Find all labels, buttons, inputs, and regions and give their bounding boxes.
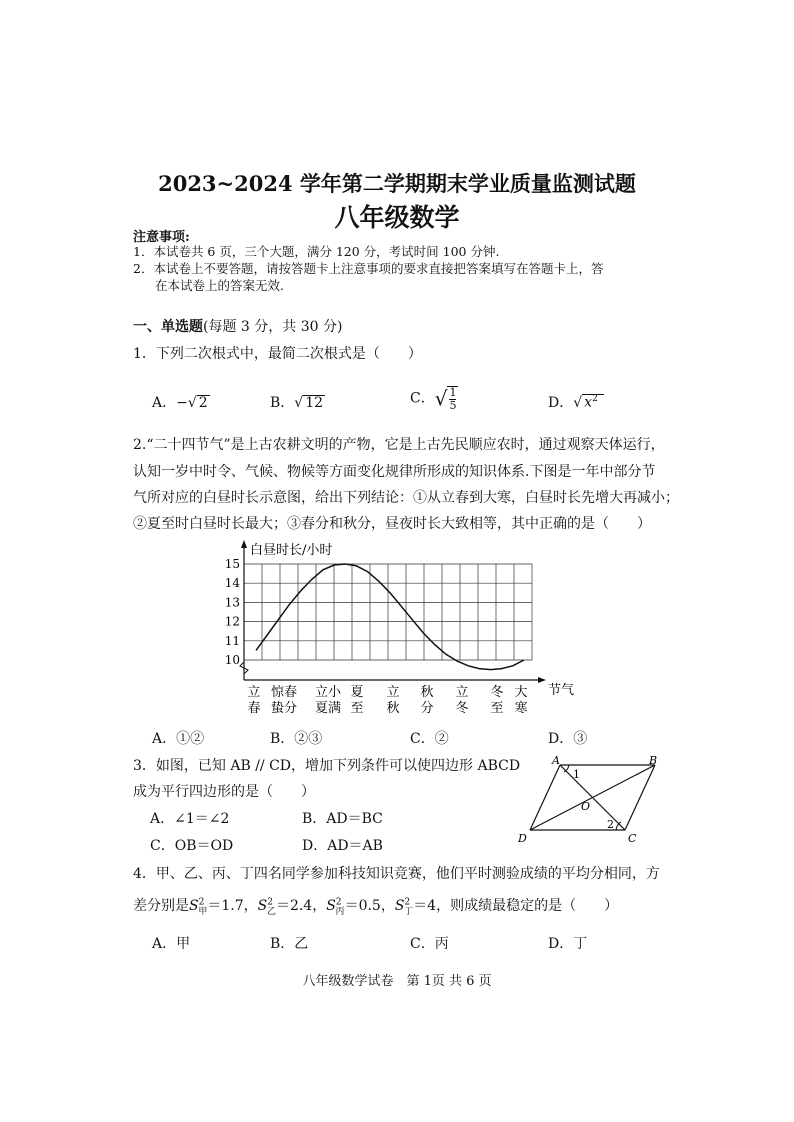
segment-bc [625, 765, 655, 830]
q3-stem-b: 成为平行四边形的是（ ） [133, 784, 315, 800]
segment-ad [530, 765, 560, 830]
q2-line-3: 气所对应的白昼时长示意图，给出下列结论：①从立春到大寒，白昼时长先增大再减小； [133, 490, 679, 506]
q1-option-d: D．√ $x^2$ [548, 392, 604, 412]
x-tick-label-top: 夏 [350, 685, 364, 700]
label-c: C [628, 832, 637, 845]
section-note: (每题 3 分，共 30 分) [203, 319, 343, 335]
y-axis-arrow [241, 540, 247, 548]
page-footer: 八年级数学试卷 第 1页 共 6 页 [302, 974, 492, 989]
q1-option-b: B．√ 12 [270, 395, 324, 411]
q4-var-val-4: 4 [427, 898, 437, 914]
q2-line-2: 认知一岁中时令、气候、物候等方面变化规律所形成的知识体系.下图是一年中部分节 [133, 464, 656, 480]
section-title: 一、单选题 [133, 319, 203, 335]
y-tick-label: 15 [224, 557, 240, 571]
x-tick-label-top: 立 [455, 685, 469, 700]
y-axis-label: 白昼时长/小时 [250, 543, 333, 558]
y-tick-label: 14 [224, 576, 240, 591]
q1-option-c: C．√ $\frac{1}{5}$ [410, 386, 457, 412]
q1-option-b-label: B． [270, 395, 295, 411]
y-tick-label: 10 [224, 653, 240, 667]
q4-var-val-3: 0.5 [358, 898, 381, 914]
x-tick-label-bottom: 寒 [514, 701, 528, 716]
x-tick-label-bottom: 冬 [455, 701, 469, 716]
q1-option-c-label: C． [410, 390, 435, 407]
q1-option-a-radicand: 2 [198, 395, 208, 411]
y-tick-label: 13 [224, 595, 240, 610]
q1-option-d-label: D． [548, 395, 574, 411]
y-tick-label: 11 [224, 633, 240, 648]
q3-option-c: C．OB＝OD [150, 838, 234, 854]
q4-var-val-1: 1.7 [221, 898, 244, 914]
q4-stem-b-post: ，则成绩最稳定的是（ ） [436, 898, 619, 914]
daylight-chart [220, 536, 590, 718]
label-angle-2: 2 [607, 818, 614, 831]
label-a: A [552, 754, 560, 767]
section-heading [133, 316, 342, 336]
x-tick-label-bottom: 至 [490, 701, 504, 716]
q4-var-sub-3: 丙 [335, 906, 345, 917]
q4-stem-a: 4．甲、乙、丙、丁四名同学参加科技知识竞赛，他们平时测验成绩的平均分相同，方 [133, 866, 660, 882]
q3-option-a: A．∠1＝∠2 [150, 811, 230, 827]
q2-option-a: A．①② [152, 731, 205, 747]
q1-stem: 1．下列二次根式中，最简二次根式是（ ） [133, 346, 422, 362]
x-tick-label-top: 惊春 [270, 685, 298, 700]
x-axis-label: 节气 [548, 683, 575, 698]
q1-option-a-prefix: − [176, 395, 188, 411]
q1-option-b-radicand: 12 [305, 395, 324, 411]
diagonal-bd [530, 765, 655, 830]
x-tick-label-bottom: 夏满 [314, 701, 342, 716]
exam-subtitle: 八年级数学 [334, 203, 460, 232]
notice-item-2-cont: 在本试卷上的答案无效. [155, 278, 284, 293]
q2-line-4: ②夏至时白昼时长最大；③春分和秋分，昼夜时长大致相等，其中正确的是（ ） [133, 516, 651, 532]
x-tick-label-top: 秋 [420, 685, 434, 700]
notice-heading: 注意事项: [133, 230, 190, 245]
q2-option-c: C．② [410, 731, 449, 747]
label-o: O [581, 800, 591, 813]
x-axis-arrow [538, 677, 546, 683]
x-tick-label-bottom: 至 [350, 701, 364, 716]
x-tick-label-top: 冬 [490, 685, 504, 700]
q2-option-d: D．③ [548, 731, 588, 747]
notice-item-1: 1．本试卷共 6 页，三个大题，满分 120 分，考试时间 100 分钟. [133, 244, 500, 259]
q4-option-d: D．丁 [548, 936, 588, 952]
q4-option-c: C．丙 [410, 936, 449, 952]
label-angle-1: 1 [573, 768, 580, 781]
daylight-curve [256, 564, 524, 670]
q4-var-sub-2: 乙 [266, 906, 276, 917]
q4-stem-b-pre: 差分别是 [133, 898, 189, 914]
q1-option-d-exp: 2 [592, 394, 598, 405]
q4-option-b: B．乙 [270, 936, 309, 952]
q2-line-1: 2.“二十四节气”是上古农耕文明的产物，它是上古先民顺应农时，通过观察天体运行， [133, 437, 665, 453]
x-tick-label-bottom: 分 [420, 701, 434, 716]
q1-option-c-fraction [447, 386, 458, 411]
q1-option-c-num: 1 [449, 386, 457, 399]
x-tick-label-top: 立 [386, 685, 400, 700]
q1-option-a-label: A． [152, 395, 177, 411]
q4-option-a: A．甲 [152, 936, 191, 952]
q4-stem-b: 差分别是$S^2_甲=1.7$，$S^2_乙=2.4$，$S^2_丙=0.5$，$S^2_丁=4$，则成绩最稳定的是（ ） [133, 897, 619, 917]
x-tick-label-top: 大 [514, 685, 528, 700]
q1-option-a: A．−√ 2 [152, 395, 208, 411]
parallelogram-figure [512, 752, 662, 846]
notice-item-2: 2．本试卷上不要答题，请按答题卡上注意事项的要求直接把答案填写在答题卡上，答 [133, 261, 604, 276]
y-tick-label: 12 [224, 614, 240, 629]
q4-var-val-2: 2.4 [289, 898, 313, 914]
q4-var-sub-1: 甲 [198, 906, 208, 917]
x-tick-label-bottom: 蛰分 [270, 701, 298, 716]
q2-option-b: B．②③ [270, 731, 323, 747]
x-tick-label-bottom: 春 [247, 701, 261, 716]
label-b: B [649, 754, 658, 767]
q3-option-b: B．AD＝BC [302, 811, 383, 827]
q3-stem-a: 3．如图，已知 AB // CD，增加下列条件可以使四边形 ABCD [133, 758, 521, 774]
q3-option-d: D．AD＝AB [302, 838, 383, 854]
x-tick-label-bottom: 秋 [386, 701, 400, 716]
x-tick-label-top: 立小 [314, 685, 342, 700]
q4-var-sub-4: 丁 [404, 906, 414, 917]
exam-title: 2023~2024 学年第二学期期末学业质量监测试题 [158, 171, 636, 196]
label-d: D [518, 832, 527, 845]
x-tick-label-top: 立 [247, 685, 261, 700]
q1-option-c-den: 5 [449, 399, 457, 412]
q1-option-d-radicand: x [584, 395, 593, 411]
